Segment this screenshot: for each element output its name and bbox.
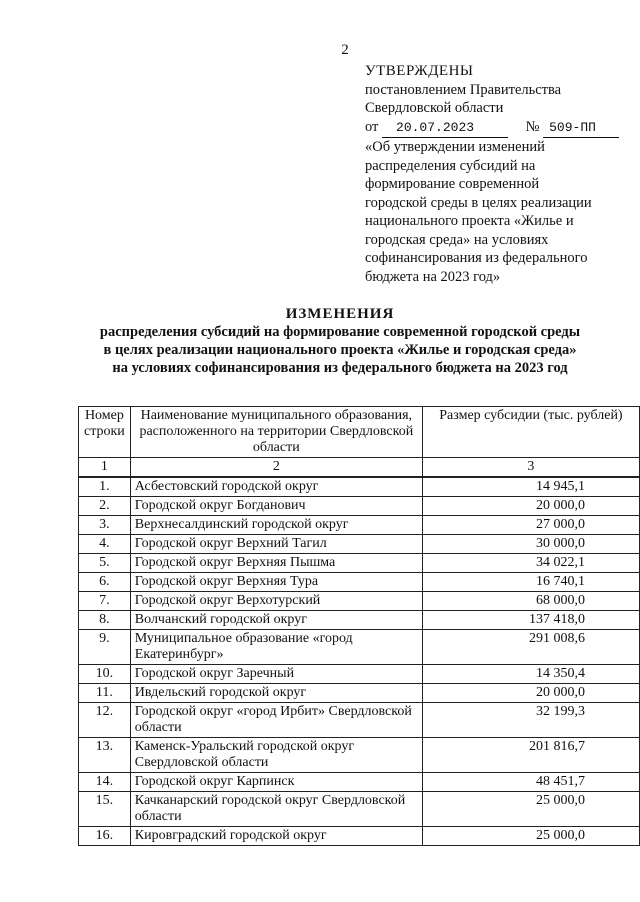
row-number: 8. — [79, 611, 131, 630]
header-subsidy-amount: Размер субсидии (тыс. рублей) — [422, 407, 639, 458]
column-number: 2 — [130, 458, 422, 478]
row-number: 16. — [79, 827, 131, 846]
municipality-name: Муниципальное образование «город Екатеринбург» — [130, 630, 422, 665]
title-line: распределения субсидий на формирование современной городской среды — [99, 324, 581, 340]
approval-description: городской среды в целях реализации — [365, 194, 592, 211]
approval-date-number — [365, 118, 625, 139]
row-number: 13. — [79, 738, 131, 773]
municipality-name: Городской округ Верхняя Тура — [130, 573, 422, 592]
row-number: 10. — [79, 665, 131, 684]
title-line: в целях реализации национального проекта «Жилье и городская среда» — [103, 342, 577, 358]
municipality-name: Городской округ Заречный — [130, 665, 422, 684]
subsidy-amount: 20 000,0 — [422, 497, 639, 516]
approval-description: городская среда» на условиях — [365, 231, 549, 248]
table-row — [79, 792, 640, 827]
subsidy-amount: 16 740,1 — [422, 573, 639, 592]
subsidy-amount: 14 350,4 — [422, 665, 639, 684]
row-number: 4. — [79, 535, 131, 554]
municipality-name: Каменск-Уральский городской округ Свердловской области — [130, 738, 422, 773]
municipality-name: Городской округ Верхотурский — [130, 592, 422, 611]
subsidy-amount: 137 418,0 — [422, 611, 639, 630]
subsidy-amount: 25 000,0 — [422, 792, 639, 827]
subsidy-amount: 14 945,1 — [422, 477, 639, 497]
approval-description: «Об утверждении изменений — [365, 139, 545, 155]
row-number: 3. — [79, 516, 131, 535]
table-row — [79, 703, 640, 738]
subsidy-amount: 27 000,0 — [422, 516, 639, 535]
municipality-name: Городской округ Карпинск — [130, 773, 422, 792]
column-number: 3 — [422, 458, 639, 478]
table-body — [79, 477, 640, 846]
from-label: от — [365, 118, 379, 135]
row-number: 2. — [79, 497, 131, 516]
row-number: 5. — [79, 554, 131, 573]
subsidy-table — [78, 406, 640, 846]
subsidy-amount: 291 008,6 — [422, 630, 639, 665]
row-number: 11. — [79, 684, 131, 703]
table-row — [79, 630, 640, 665]
column-number: 1 — [79, 458, 131, 478]
page-number: 2 — [341, 42, 349, 58]
approval-description: софинансирования из федерального — [365, 250, 588, 266]
row-number: 7. — [79, 592, 131, 611]
table-header-row — [79, 407, 640, 458]
row-number: 14. — [79, 773, 131, 792]
subsidy-amount: 68 000,0 — [422, 592, 639, 611]
subsidy-amount: 201 816,7 — [422, 738, 639, 773]
table-row — [79, 516, 640, 535]
municipality-name: Кировградский городской округ — [130, 827, 422, 846]
subsidy-amount: 34 022,1 — [422, 554, 639, 573]
row-number: 9. — [79, 630, 131, 665]
title-heading: ИЗМЕНЕНИЯ — [285, 306, 395, 322]
municipality-name: Городской округ Верхний Тагил — [130, 535, 422, 554]
approval-stamp — [365, 62, 625, 286]
municipality-name: Ивдельский городской округ — [130, 684, 422, 703]
row-number: 15. — [79, 792, 131, 827]
table-row — [79, 773, 640, 792]
table-row — [79, 535, 640, 554]
document-title — [60, 305, 620, 377]
municipality-name: Городской округ Верхняя Пышма — [130, 554, 422, 573]
approval-description: национального проекта «Жилье и — [365, 213, 574, 229]
table-row — [79, 827, 640, 846]
table-row — [79, 497, 640, 516]
municipality-name: Городской округ «город Ирбит» Свердловской области — [130, 703, 422, 738]
table-row — [79, 684, 640, 703]
row-number: 1. — [79, 477, 131, 497]
table-row — [79, 611, 640, 630]
approval-line: Свердловской области — [365, 100, 504, 116]
municipality-name: Качканарский городской округ Свердловской области — [130, 792, 422, 827]
subsidy-amount: 48 451,7 — [422, 773, 639, 792]
table-row — [79, 554, 640, 573]
subsidy-amount: 25 000,0 — [422, 827, 639, 846]
title-line: на условиях софинансирования из федерального бюджета на 2023 год — [112, 360, 568, 376]
approval-description: бюджета на 2023 год» — [365, 268, 501, 285]
row-number: 12. — [79, 703, 131, 738]
municipality-name: Волчанский городской округ — [130, 611, 422, 630]
approval-heading: УТВЕРЖДЕНЫ — [365, 63, 474, 79]
number-label: № — [525, 118, 540, 135]
row-number: 6. — [79, 573, 131, 592]
municipality-name: Городской округ Богданович — [130, 497, 422, 516]
table-row — [79, 573, 640, 592]
approval-number: 509-ПП — [543, 119, 619, 139]
approval-line: постановлением Правительства — [365, 81, 562, 98]
header-municipality: Наименование муниципального образования, расположенного на территории Свердловской области — [130, 407, 422, 458]
subsidy-amount: 20 000,0 — [422, 684, 639, 703]
subsidy-amount: 32 199,3 — [422, 703, 639, 738]
table-row — [79, 592, 640, 611]
table-row — [79, 738, 640, 773]
table-row — [79, 665, 640, 684]
table-row — [79, 477, 640, 497]
municipality-name: Верхнесалдинский городской округ — [130, 516, 422, 535]
municipality-name: Асбестовский городской округ — [130, 477, 422, 497]
approval-date: 20.07.2023 — [382, 119, 508, 139]
column-number-row — [79, 458, 640, 478]
header-row-number: Номер строки — [79, 407, 131, 458]
approval-description: формирование современной — [365, 176, 540, 192]
subsidy-amount: 30 000,0 — [422, 535, 639, 554]
approval-description: распределения субсидий на — [365, 157, 536, 174]
